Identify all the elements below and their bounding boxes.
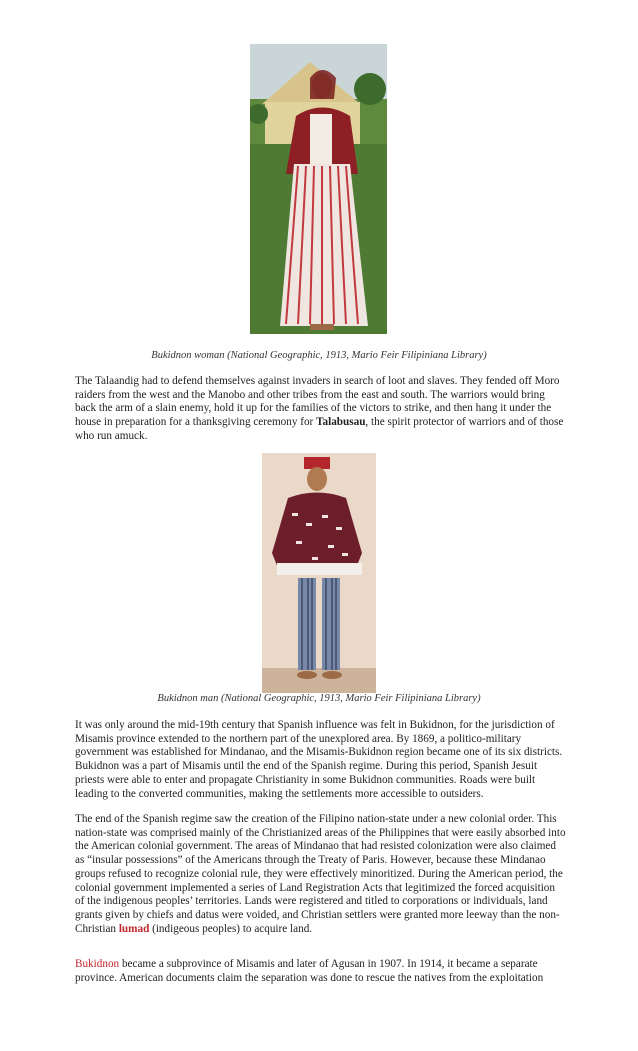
keyword-bukidnon: Bukidnon (75, 958, 120, 970)
photo-bukidnon-woman-illustration (250, 44, 387, 334)
paragraph-american-period-tail: (indigeous peoples) to acquire land. (149, 922, 313, 935)
photo-bukidnon-man (262, 453, 376, 693)
paragraph-subprovince (75, 958, 567, 985)
photo-bukidnon-man-illustration (262, 453, 376, 693)
paragraph-american-period (75, 813, 567, 936)
paragraph-subprovince-text: became a subprovince of Misamis and later of Agusan in 1907. In 1914, it became a separate province. American documents claim the separation was done to rescue the natives from the exploitation (75, 958, 544, 984)
photo-bukidnon-woman (250, 44, 387, 334)
figure-caption-woman: Bukidnon woman (National Geographic, 1913, Mario Feir Filipiniana Library) (151, 350, 487, 361)
keyword-talabusau: Talabusau (316, 416, 366, 429)
keyword-lumad: lumad (118, 922, 150, 935)
paragraph-talaandig (75, 375, 567, 444)
paragraph-talaandig-text: The Talaandig had to defend themselves against invaders in search of loot and slaves. They fended off Moro raiders from the west and the Manobo and other tribes from the east and south. The warriors would bring back the arm of a slain enemy, hold it up for the families of the victors to strike, and then hang it under the house in preparation for a thanksgiving ceremony for (75, 375, 560, 429)
paragraph-american-period-text: The end of the Spanish regime saw the creation of the Filipino nation-state under a new colonial order. This nation-state was comprised mainly of the Christianized areas of the Philippines that were easily absorbed into the American colonial government. The areas of Mindanao that had resisted colonization were also claimed as “insular possessions” of the Americans through the Treaty of Paris. However, because these Mindanao groups refused to recognize colonial rule, they were effectively minoritized. During the American period, the colonial government implemented a series of Land Registration Acts that legitimized the forced acquisition of the indigenous peoples’ territories. Lands were registered and titled to corporations or individuals, land grants given by chiefs and datus were voided, and Christian settlers were granted more leeway than the non-Christian (75, 813, 566, 935)
figure-caption-man: Bukidnon man (National Geographic, 1913, Mario Feir Filipiniana Library) (157, 693, 481, 704)
paragraph-spanish-influence: It was only around the mid-19th century that Spanish influence was felt in Bukidnon, for the jurisdiction of Misamis province extended to the northern part of the unexplored area. By 1869, a politico-military government was established for Mindanao, and the Misamis-Bukidnon region became one of its six districts. Bukidnon was a part of Misamis until the end of the Spanish regime. During this period, Spanish Jesuit priests were able to enter and propagate Christianity in some Bukidnon communities. Roads were built leading to the converted communities, making the settlements more accessible to outsiders. (75, 719, 563, 800)
paragraph-talaandig-tail: , the spirit protector of warriors and of those who run amuck. (75, 416, 564, 442)
